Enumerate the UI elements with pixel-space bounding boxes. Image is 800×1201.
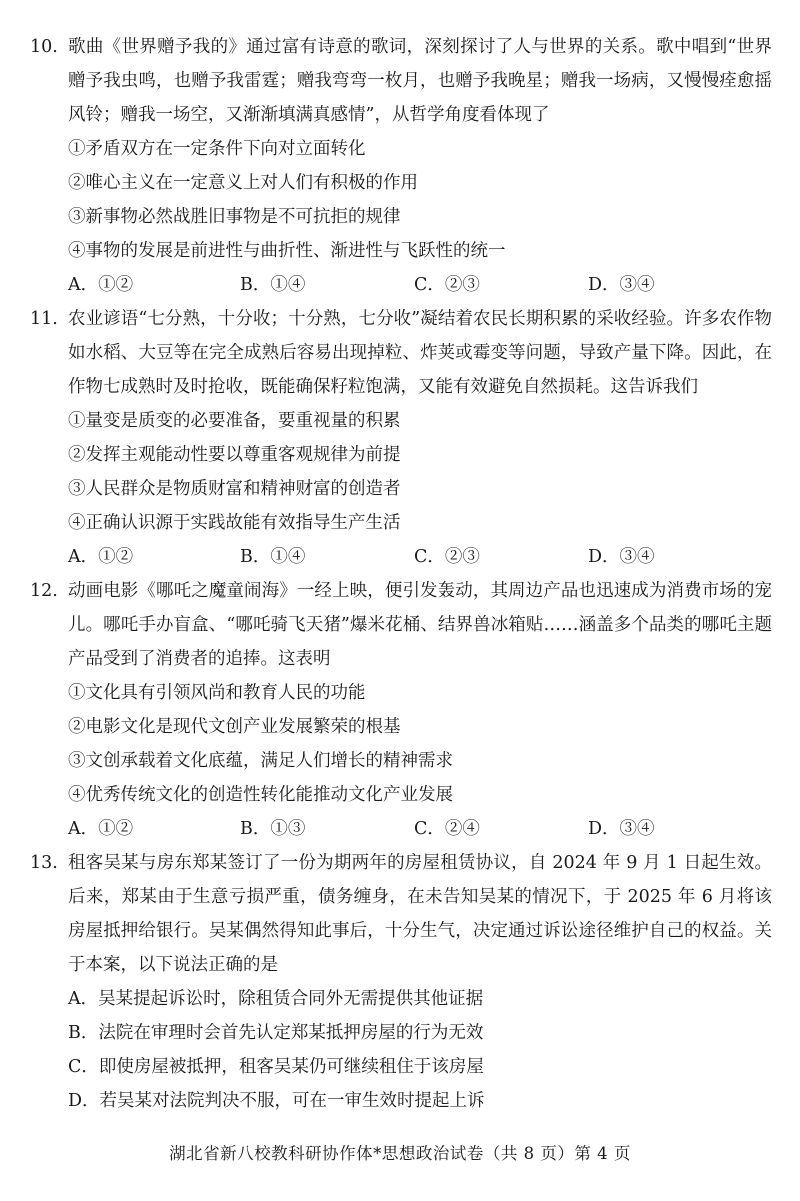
question-12	[30, 574, 772, 846]
answer-choices	[68, 268, 772, 302]
choice-d: D．③④	[588, 275, 655, 295]
question-13	[30, 846, 772, 1118]
question-10	[30, 30, 772, 302]
question-stem: 农业谚语“七分熟，十分收；十分熟，七分收”凝结着农民长期积累的采收经验。许多农作物如水稻、大豆等在完全成熟后容易出现掉粒、炸荚或霉变等问题，导致产量下降。因此，在作物七成熟时及时抢收，既能确保籽粒饱满，又能有效避免自然损耗。这告诉我们	[68, 309, 772, 397]
choice-c: C．②③	[414, 275, 480, 295]
question-stem: 动画电影《哪吒之魔童闹海》一经上映，便引发轰动，其周边产品也迅速成为消费市场的宠儿。哪吒手办盲盒、“哪吒骑飞天猪”爆米花桶、结界兽冰箱贴……涵盖多个品类的哪吒主题产品受到了消费者的追捧。这表明	[68, 581, 772, 669]
statement-2: ②唯心主义在一定意义上对人们有积极的作用	[68, 173, 418, 193]
choice-b: B．①③	[240, 819, 306, 839]
question-stem: 租客吴某与房东郑某签订了一份为期两年的房屋租赁协议，自 2024 年 9 月 1 日起生效。后来，郑某由于生意亏损严重，债务缠身，在未告知吴某的情况下，于 2025 年 6 月将该房屋抵押给银行。吴某偶然得知此事后，十分生气，决定通过诉讼途径维护自己的权益。关于本案，以下说法正确的是	[68, 853, 772, 975]
choice-d: D．③④	[588, 547, 655, 567]
statement-4: ④事物的发展是前进性与曲折性、渐进性与飞跃性的统一	[68, 241, 506, 261]
statement-2: ②发挥主观能动性要以尊重客观规律为前提	[68, 445, 401, 465]
statement-3: ③新事物必然战胜旧事物是不可抗拒的规律	[68, 207, 401, 227]
question-number: 13.	[30, 853, 58, 873]
choice-c: C．②④	[414, 819, 480, 839]
question-11	[30, 302, 772, 574]
statement-1: ①文化具有引领风尚和教育人民的功能	[68, 683, 366, 703]
choice-a: A．①②	[68, 819, 134, 839]
choice-d: D．若吴某对法院判决不服，可在一审生效时提起上诉	[68, 1091, 485, 1111]
choice-b: B．①④	[240, 547, 306, 567]
statement-3: ③人民群众是物质财富和精神财富的创造者	[68, 479, 401, 499]
statement-4: ④正确认识源于实践故能有效指导生产生活	[68, 513, 401, 533]
statement-4: ④优秀传统文化的创造性转化能推动文化产业发展	[68, 785, 453, 805]
choice-a: A．①②	[68, 275, 134, 295]
answer-choices	[68, 812, 772, 846]
question-number: 12.	[30, 581, 58, 601]
choice-c: C．即使房屋被抵押，租客吴某仍可继续租住于该房屋	[68, 1057, 484, 1077]
question-number: 10.	[30, 37, 58, 57]
statement-1: ①量变是质变的必要准备，要重视量的积累	[68, 411, 401, 431]
choice-d: D．③④	[588, 819, 655, 839]
choice-a: A．吴某提起诉讼时，除租赁合同外无需提供其他证据	[68, 989, 484, 1009]
statement-3: ③文创承载着文化底蕴，满足人们增长的精神需求	[68, 751, 453, 771]
choice-a: A．①②	[68, 547, 134, 567]
statement-1: ①矛盾双方在一定条件下向对立面转化	[68, 139, 366, 159]
choice-c: C．②③	[414, 547, 480, 567]
answer-choices	[68, 540, 772, 574]
question-number: 11.	[30, 309, 58, 329]
page-footer: 湖北省新八校教科研协作体*思想政治试卷（共 8 页）第 4 页	[169, 1144, 631, 1163]
question-stem: 歌曲《世界赠予我的》通过富有诗意的歌词，深刻探讨了人与世界的关系。歌中唱到“世界赠予我虫鸣，也赠予我雷霆；赠我弯弯一枚月，也赠予我晚星；赠我一场病，又慢慢痊愈摇风铃；赠我一场空，又渐渐填满真感情”，从哲学角度看体现了	[68, 37, 772, 125]
choice-b: B．法院在审理时会首先认定郑某抵押房屋的行为无效	[68, 1023, 484, 1043]
choice-b: B．①④	[240, 275, 306, 295]
statement-2: ②电影文化是现代文创产业发展繁荣的根基	[68, 717, 401, 737]
